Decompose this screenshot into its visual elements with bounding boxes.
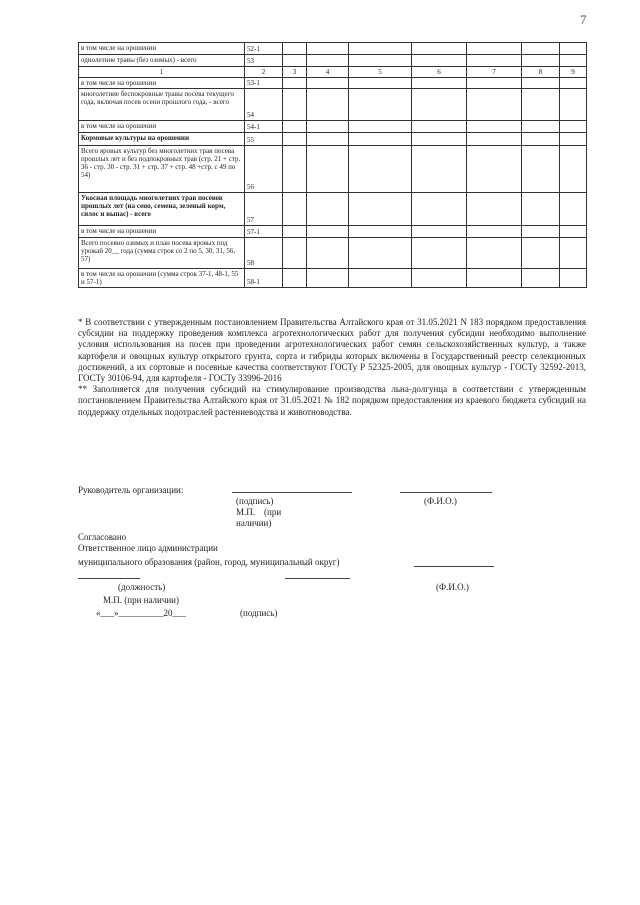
empty-cell <box>522 226 560 238</box>
position-line <box>78 578 140 579</box>
fio-caption: (Ф.И.О.) <box>424 496 457 506</box>
column-number: 2 <box>245 67 283 78</box>
empty-cell <box>412 89 467 121</box>
fio-line <box>400 492 492 493</box>
empty-cell <box>560 121 587 133</box>
empty-cell <box>412 193 467 226</box>
empty-cell <box>522 121 560 133</box>
empty-cell <box>560 193 587 226</box>
row-label: Кормовые культуры на орошении <box>79 133 245 146</box>
table-row <box>79 193 587 226</box>
empty-cell <box>283 133 307 146</box>
row-label: Всего яровых культур без многолетних трав посева прошлых лет и без подпокровных трав (стр. 21 + стр. 36 - стр. 30 - стр. 31 + стр. 37 + стр. 48 +стр. с 49 по 54) <box>79 146 245 193</box>
empty-cell <box>349 55 412 67</box>
empty-cell <box>560 146 587 193</box>
row-code: 55 <box>245 133 283 146</box>
empty-cell <box>467 55 522 67</box>
table-row <box>79 133 587 146</box>
empty-cell <box>349 121 412 133</box>
municipality-label: муниципального образования (район, город, муниципальный округ) <box>78 557 340 567</box>
signature-caption-2: (подпись) <box>240 608 278 618</box>
empty-cell <box>522 55 560 67</box>
empty-cell <box>349 146 412 193</box>
empty-cell <box>307 146 349 193</box>
empty-cell <box>283 89 307 121</box>
empty-cell <box>307 121 349 133</box>
municipality-line <box>414 566 494 567</box>
row-label: в том числе на орошении <box>79 121 245 133</box>
empty-cell <box>467 193 522 226</box>
empty-cell <box>307 226 349 238</box>
empty-cell <box>349 89 412 121</box>
empty-cell <box>283 78 307 89</box>
empty-cell <box>412 78 467 89</box>
empty-cell <box>307 43 349 55</box>
empty-cell <box>467 121 522 133</box>
empty-cell <box>307 269 349 288</box>
empty-cell <box>467 43 522 55</box>
empty-cell <box>560 43 587 55</box>
table-row <box>79 43 587 55</box>
head-label: Руководитель организации: <box>78 485 184 495</box>
empty-cell <box>283 193 307 226</box>
row-label: однолетние травы (без озимых) - всего <box>79 55 245 67</box>
empty-cell <box>522 238 560 269</box>
row-label: Всего посеяно озимых и план посева яровых под урожай 20__ года (сумма строк со 2 по 5, 30, 31, 56, 57) <box>79 238 245 269</box>
row-code: 57-1 <box>245 226 283 238</box>
table-row <box>79 146 587 193</box>
empty-cell <box>412 55 467 67</box>
empty-cell <box>283 121 307 133</box>
empty-cell <box>522 78 560 89</box>
empty-cell <box>412 146 467 193</box>
row-code: 58 <box>245 238 283 269</box>
row-label: многолетние беспокровные травы посева текущего года, включая посев осени прошлого года, - всего <box>79 89 245 121</box>
empty-cell <box>349 269 412 288</box>
column-number: 7 <box>467 67 522 78</box>
agreed-label: Согласовано <box>78 532 127 542</box>
empty-cell <box>522 43 560 55</box>
empty-cell <box>349 238 412 269</box>
empty-cell <box>467 133 522 146</box>
table-row <box>79 89 587 121</box>
empty-cell <box>349 43 412 55</box>
row-code: 58-1 <box>245 269 283 288</box>
empty-cell <box>283 43 307 55</box>
row-label: в том числе на орошении <box>79 226 245 238</box>
empty-cell <box>412 133 467 146</box>
footnote-2: ** Заполняется для получения субсидий на стимулирование производства льна-долгунца в соответствии с утвержденным постановлением Правительства Алтайского края от 31.05.2021 № 182 порядком предоставления из краевого бюджета субсидий на поддержку отдельных подотраслей растениеводства и животноводства. <box>78 384 586 417</box>
empty-cell <box>349 226 412 238</box>
stamp-line-2: наличии) <box>236 518 272 528</box>
empty-cell <box>560 89 587 121</box>
footnote-1: * В соответствии с утвержденным постановлением Правительства Алтайского края от 31.05.2021 N 183 порядком предоставления субсидии на поддержку проведения комплекса агротехнологических работ для получения субсидии необходимо выполнение условия использования на посев при проведении агротехнологических работ семян сельскохозяйственных культур, а также картофеля и овощных культур открытого грунта, сорта и гибриды которых включены в Государственный реестр селекционных достижений, а их сортовые и посевные качества соответствуют ГОСТу Р 52325-2005, для овощных культур - ГОСТу 32592-2013, ГОСТу 30106-94, для картофеля - ГОСТу 33996-2016 <box>78 317 586 384</box>
empty-cell <box>412 238 467 269</box>
row-code: 57 <box>245 193 283 226</box>
fio-caption-2: (Ф.И.О.) <box>436 582 469 592</box>
row-code: 52-1 <box>245 43 283 55</box>
empty-cell <box>307 78 349 89</box>
responsible-label: Ответственное лицо администрации <box>78 543 218 553</box>
signature-line-2 <box>285 578 350 579</box>
empty-cell <box>307 133 349 146</box>
table-row <box>79 238 587 269</box>
empty-cell <box>283 55 307 67</box>
empty-cell <box>283 226 307 238</box>
row-code: 54-1 <box>245 121 283 133</box>
table-row <box>79 121 587 133</box>
row-code: 56 <box>245 146 283 193</box>
row-label: в том числе на орошении <box>79 43 245 55</box>
empty-cell <box>522 269 560 288</box>
empty-cell <box>307 193 349 226</box>
empty-cell <box>522 193 560 226</box>
empty-cell <box>560 133 587 146</box>
empty-cell <box>283 238 307 269</box>
empty-cell <box>349 78 412 89</box>
column-number: 1 <box>79 67 245 78</box>
table-row <box>79 226 587 238</box>
empty-cell <box>522 133 560 146</box>
row-label: Укосная площадь многолетних трав посевов прошлых лет (на сено, семена, зеленый корм, силос и выпас) - всего <box>79 193 245 226</box>
table-row <box>79 78 587 89</box>
empty-cell <box>412 226 467 238</box>
empty-cell <box>307 89 349 121</box>
empty-cell <box>467 269 522 288</box>
column-number: 8 <box>522 67 560 78</box>
row-label: в том числе на орошении <box>79 78 245 89</box>
footnotes <box>78 317 586 418</box>
empty-cell <box>467 226 522 238</box>
empty-cell <box>560 226 587 238</box>
row-code: 53 <box>245 55 283 67</box>
column-number: 5 <box>349 67 412 78</box>
empty-cell <box>522 89 560 121</box>
sowing-table <box>78 42 587 288</box>
empty-cell <box>349 193 412 226</box>
stamp-2: М.П. (при наличии) <box>103 595 179 605</box>
column-number: 4 <box>307 67 349 78</box>
empty-cell <box>467 78 522 89</box>
stamp-line-1: М.П. (при <box>236 507 282 517</box>
date-line: «___»__________20___ <box>96 608 186 618</box>
empty-cell <box>560 55 587 67</box>
page-number: 7 <box>580 12 587 27</box>
position-caption: (должность) <box>118 582 166 592</box>
row-label: в том числе на орошении (сумма строк 37-1, 48-1, 55 и 57-1) <box>79 269 245 288</box>
empty-cell <box>412 43 467 55</box>
empty-cell <box>349 133 412 146</box>
table-row <box>79 269 587 288</box>
empty-cell <box>467 146 522 193</box>
header-row <box>79 67 587 78</box>
empty-cell <box>307 238 349 269</box>
signature-line <box>232 492 352 493</box>
row-code: 53-1 <box>245 78 283 89</box>
empty-cell <box>560 238 587 269</box>
column-number: 9 <box>560 67 587 78</box>
signature-caption: (подпись) <box>236 496 274 506</box>
empty-cell <box>283 269 307 288</box>
empty-cell <box>467 238 522 269</box>
empty-cell <box>522 146 560 193</box>
row-code: 54 <box>245 89 283 121</box>
table-row <box>79 55 587 67</box>
column-number: 3 <box>283 67 307 78</box>
column-number: 6 <box>412 67 467 78</box>
empty-cell <box>467 89 522 121</box>
empty-cell <box>283 146 307 193</box>
empty-cell <box>307 55 349 67</box>
empty-cell <box>560 78 587 89</box>
empty-cell <box>412 121 467 133</box>
empty-cell <box>560 269 587 288</box>
empty-cell <box>412 269 467 288</box>
